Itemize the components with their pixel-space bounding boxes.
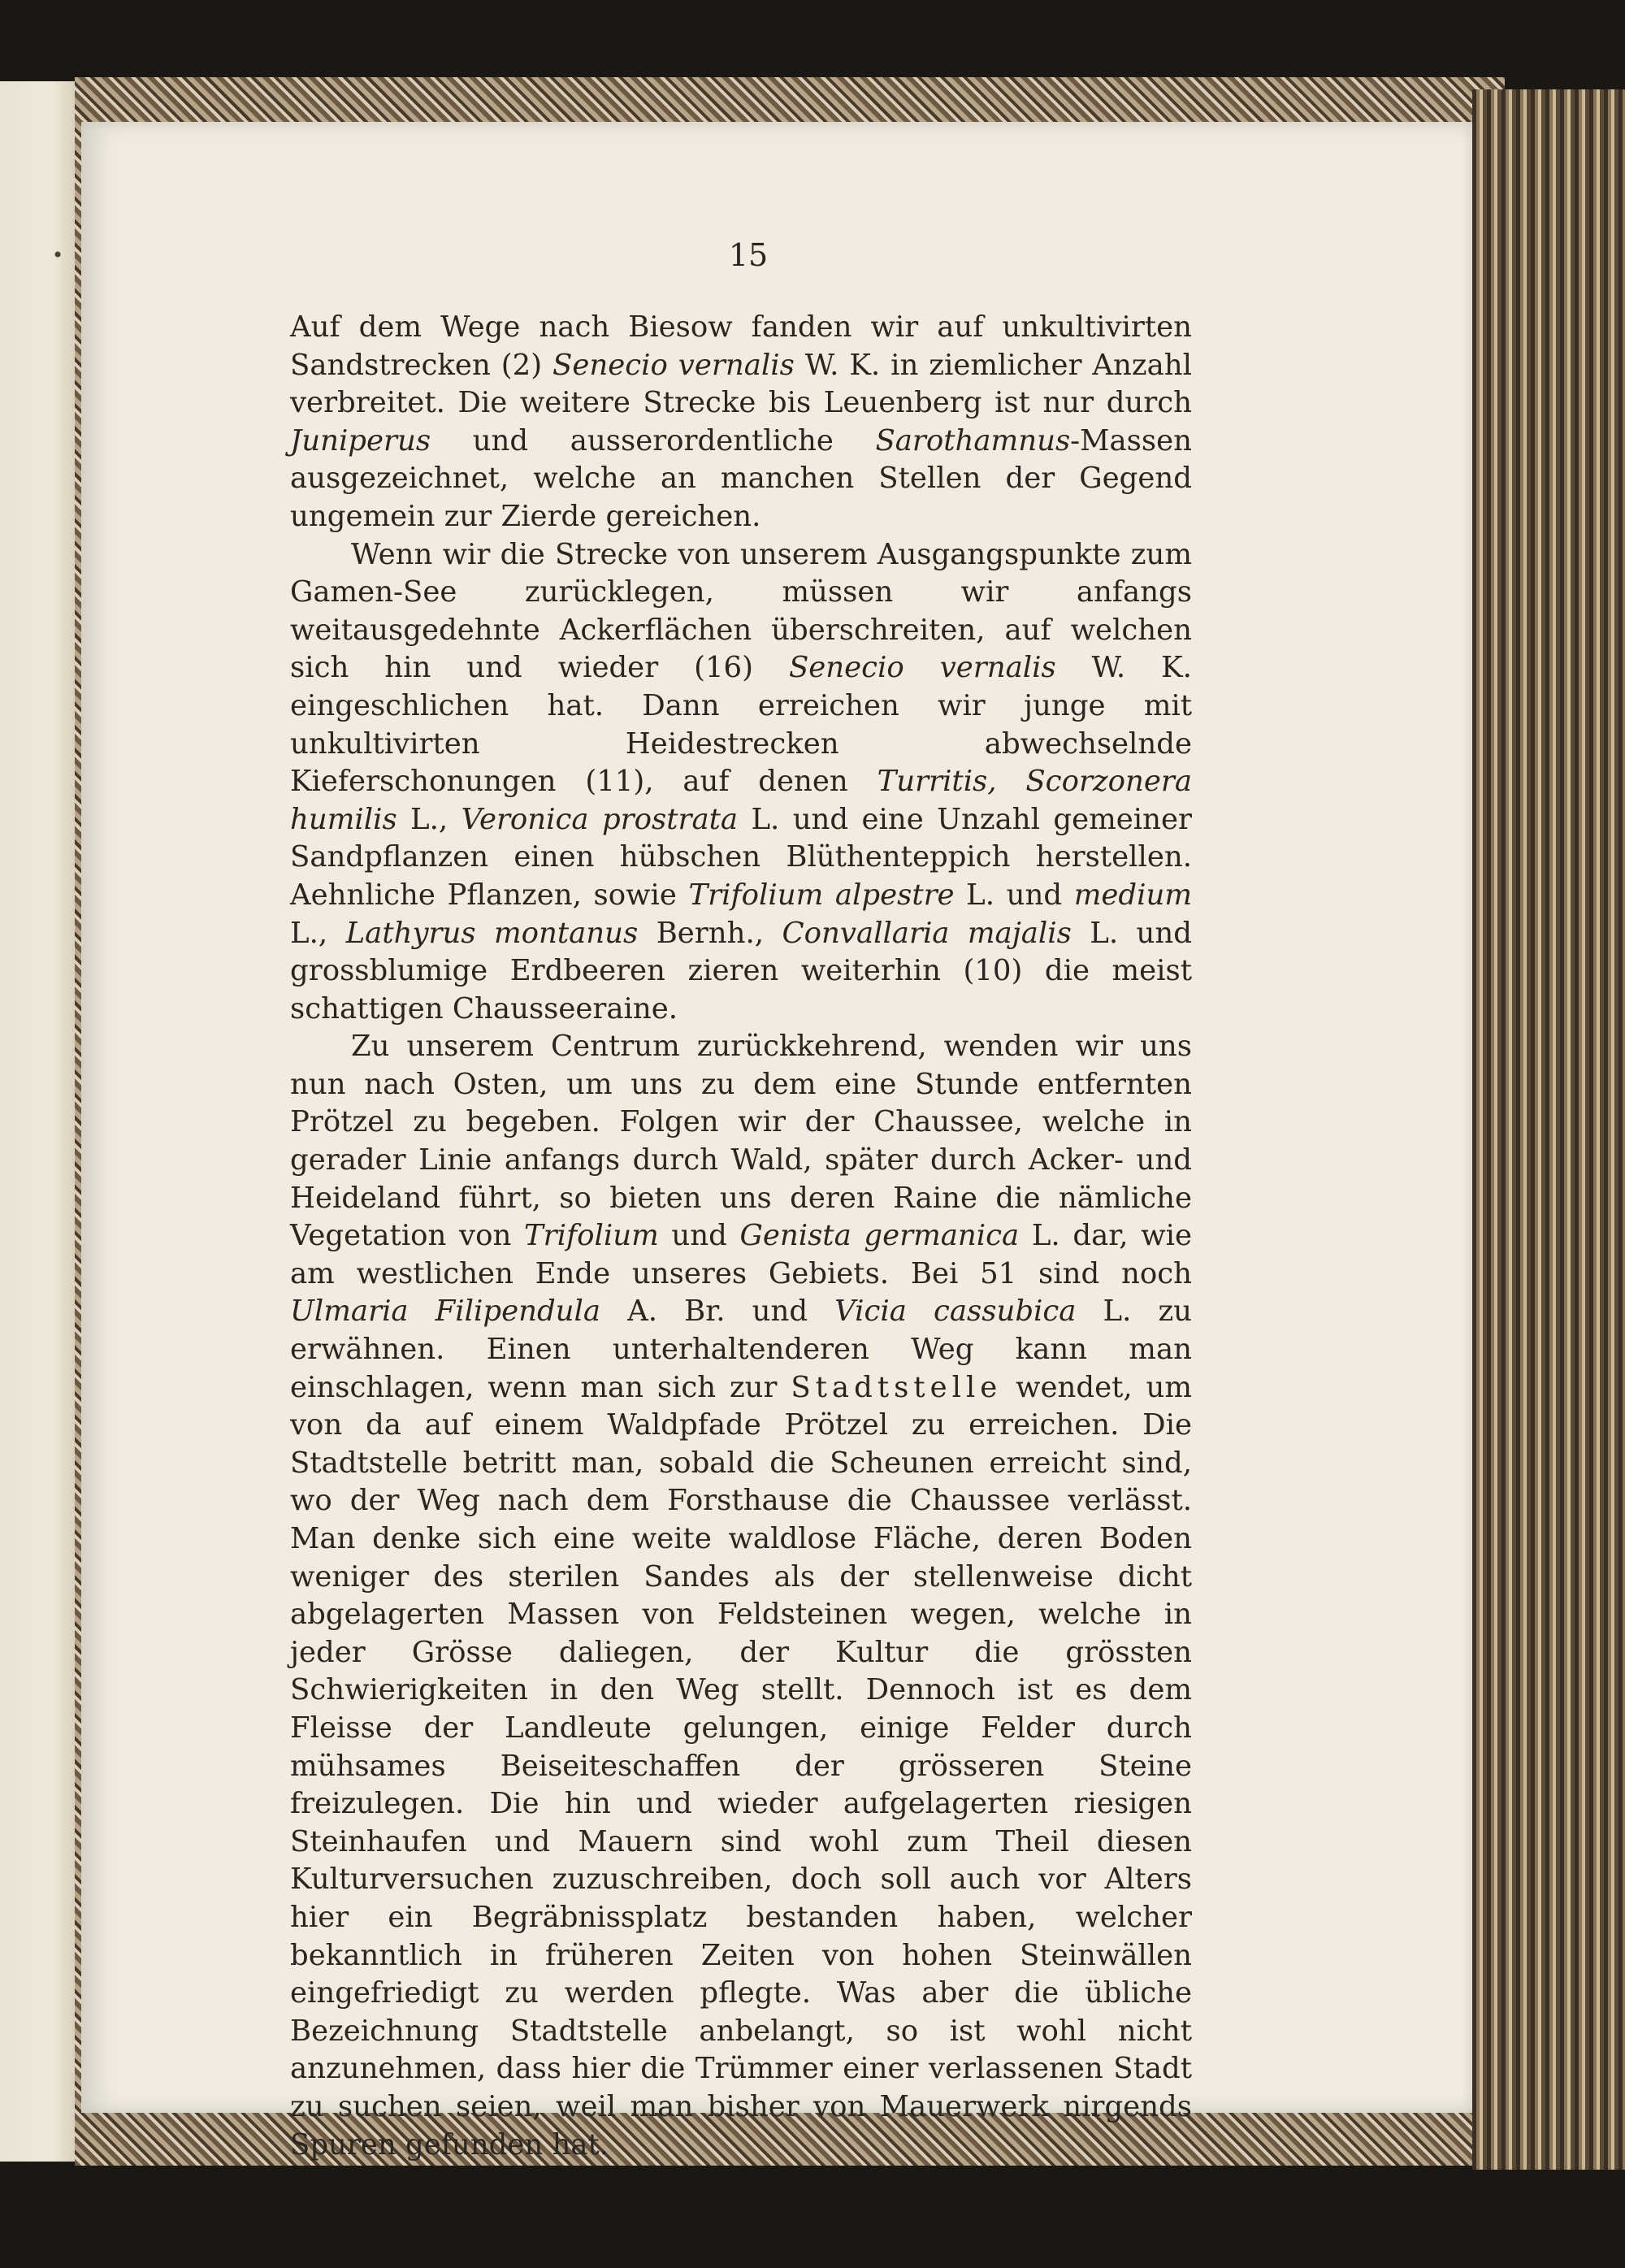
text-run: Auf dem Wege nach Biesow fanden wir auf unkultivirten Sandstrecken (2) [290,310,1192,382]
margin-mark-icon: • [52,244,64,267]
text-run: -Massen ausgezeichnet, welche an manchen Stellen der Gegend ungemein zur Zierde gereichen. [290,423,1192,533]
page-number: 15 [728,237,769,273]
text-run: Wenn wir die Strecke von unserem Ausgangspunkte zum Gamen-See zurücklegen, müssen wir anfangs weitausgedehnte Ackerflächen überschreiten, auf welchen sich hin und wieder (16) [290,537,1192,685]
text-run: und [658,1219,740,1253]
book-cover-edge [1472,89,1625,2170]
text-run: W. K. eingeschlichen hat. Dann erreichen wir junge mit unkultivirten Heidestrecken abwechselnde Kieferschonungen (11), auf denen [290,651,1192,799]
italic-term: Trifolium alpestre [688,878,955,912]
text-run: L., [290,916,346,950]
text-run: L., [396,802,462,836]
italic-term: Trifolium [524,1219,659,1253]
italic-term: Vicia cassubica [834,1294,1077,1329]
text-run: L. und [954,878,1074,912]
text-run: L. und grossblumige Erdbeeren zieren weiterhin (10) die meist schattigen Chausseeraine. [290,916,1192,1026]
text-run: A. Br. und [600,1294,835,1329]
italic-term: Senecio vernalis [788,651,1056,685]
text-run: Zu unserem Centrum zurückkehrend, wenden wir uns nun nach Osten, um uns zu dem eine Stunde entfernten Prötzel zu begeben. Folgen wir der Chaussee, welche in gerader Linie anfangs durch Wald, später durch Acker- und Heideland führt, so bieten uns deren Raine die nämliche Vegetation von [290,1030,1192,1253]
left-facing-page [0,81,75,2162]
italic-term: Lathyrus montanus [345,916,639,950]
italic-term: Sarothamnus [875,423,1071,458]
text-run: und ausserordentliche [431,423,876,458]
text-run: L. dar, wie am westlichen Ende unseres Gebiets. Bei 51 sind noch [290,1219,1192,1290]
text-run: W. K. in ziemlicher Anzahl verbreitet. Die weitere Strecke bis Leuenberg ist nur durch [290,348,1192,420]
italic-term: Senecio vernalis [552,348,795,382]
italic-term: Turritis, Scorzonera humilis [290,765,1192,836]
text-run: Bernh., [638,916,782,950]
italic-term: Veronica prostrata [461,802,739,836]
paragraph [290,309,1192,536]
body-text [290,309,1192,2164]
text-run: L. zu erwähnen. Einen unterhaltenderen Weg kann man einschlagen, wenn man sich zur [290,1294,1193,1404]
text-run: L. und eine Unzahl gemeiner Sandpflanzen einen hübschen Blüthenteppich herstellen. Aehnliche Pflanzen, sowie [290,802,1192,912]
italic-term: Ulmaria Filipendula [290,1294,601,1329]
italic-term: Juniperus [290,423,431,458]
italic-term: Convallaria majalis [782,916,1072,950]
italic-term: medium [1073,878,1192,912]
paragraph [290,536,1192,1029]
spaced-term: Stadtstelle [791,1370,1003,1404]
text-run: wendet, um von da auf einem Waldpfade Prötzel zu erreichen. Die Stadtstelle betritt man, sobald die Scheunen erreicht sind, wo der Weg nach dem Forsthause die Chaussee verlässt. Man denke sich eine weite waldlose Fläche, deren Boden weniger des sterilen Sandes als der stellenweise dicht abgelagerten Massen von Feldsteinen wegen, welche in jeder Grösse daliegen, der Kultur die grössten Schwierigkeiten in den Weg stellt. Dennoch ist es dem Fleisse der Landleute gelungen, einige Felder durch mühsames Beiseiteschaffen der grösseren Steine freizulegen. Die hin und wieder aufgelagerten riesigen Steinhaufen und Mauern sind wohl zum Theil diesen Kulturversuchen zuzuschreiben, doch soll auch vor Alters hier ein Begräbnissplatz bestanden haben, welcher bekanntlich in früheren Zeiten von hohen Steinwällen eingefriedigt zu werden pflegte. Was aber die übliche Bezeichnung Stadtstelle anbelangt, so ist wohl nicht anzunehmen, dass hier die Trümmer einer verlassenen Stadt zu suchen seien, weil man bisher von Mauerwerk nirgends Spuren gefunden hat. [290,1370,1192,2162]
italic-term: Genista germanica [739,1219,1020,1253]
paragraph [290,1028,1192,2164]
